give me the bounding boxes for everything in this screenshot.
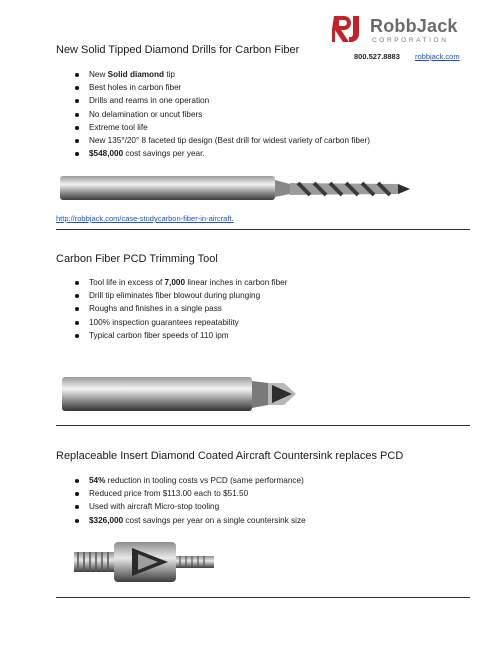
list-item: Typical carbon fiber speeds of 110 ipm bbox=[56, 329, 470, 342]
section-diamond-drills bbox=[56, 44, 470, 160]
list-item: 100% inspection guarantees repeatability bbox=[56, 316, 470, 329]
list-item: New Solid diamond tip bbox=[56, 68, 470, 81]
brand-name: RobbJack bbox=[370, 16, 458, 36]
list-item: Roughs and finishes in a single pass bbox=[56, 302, 470, 315]
list-item: 54% reduction in tooling costs vs PCD (same performance) bbox=[56, 474, 470, 487]
list-item: Reduced price from $113.00 each to $51.50 bbox=[56, 487, 470, 500]
section-title: New Solid Tipped Diamond Drills for Carbon Fiber bbox=[56, 44, 300, 56]
countersink-tool-image bbox=[72, 538, 220, 586]
list-item: Best holes in carbon fiber bbox=[56, 81, 470, 94]
section-divider bbox=[56, 425, 470, 426]
list-item: Tool life in excess of 7,000 linear inches in carbon fiber bbox=[56, 276, 470, 289]
list-item: $548,000 cost savings per year. bbox=[56, 147, 470, 160]
phone-number: 800.527.8883 bbox=[354, 52, 400, 61]
section-countersink bbox=[56, 450, 470, 527]
website-link[interactable]: robbjack.com bbox=[415, 52, 460, 61]
diamond-drill-image bbox=[58, 170, 413, 206]
list-item: Used with aircraft Micro-stop tooling bbox=[56, 500, 470, 513]
list-item: Extreme tool life bbox=[56, 121, 470, 134]
rj-logo-icon bbox=[332, 14, 364, 44]
list-item: New 135°/20° 8 faceted tip design (Best drill for widest variety of carbon fiber) bbox=[56, 134, 470, 147]
list-item: No delamination or uncut fibers bbox=[56, 108, 470, 121]
section-divider bbox=[56, 229, 470, 230]
pcd-trimming-tool-image bbox=[60, 373, 300, 415]
case-study-link[interactable]: http://robbjack.com/case-studycarbon-fiber-in-aircraft. bbox=[56, 214, 234, 223]
bullet-list bbox=[56, 474, 470, 527]
list-item: Drill tip eliminates fiber blowout during plunging bbox=[56, 289, 470, 302]
section-pcd-trimming bbox=[56, 253, 470, 342]
list-item: Drills and reams in one operation bbox=[56, 94, 470, 107]
bullet-list bbox=[56, 68, 470, 160]
section-divider bbox=[56, 597, 470, 598]
list-item: $326,000 cost savings per year on a single countersink size bbox=[56, 514, 470, 527]
section-title: Carbon Fiber PCD Trimming Tool bbox=[56, 253, 218, 265]
bullet-list bbox=[56, 276, 470, 342]
section-title: Replaceable Insert Diamond Coated Aircraft Countersink replaces PCD bbox=[56, 450, 404, 462]
brand-corporation: CORPORATION bbox=[372, 37, 449, 44]
